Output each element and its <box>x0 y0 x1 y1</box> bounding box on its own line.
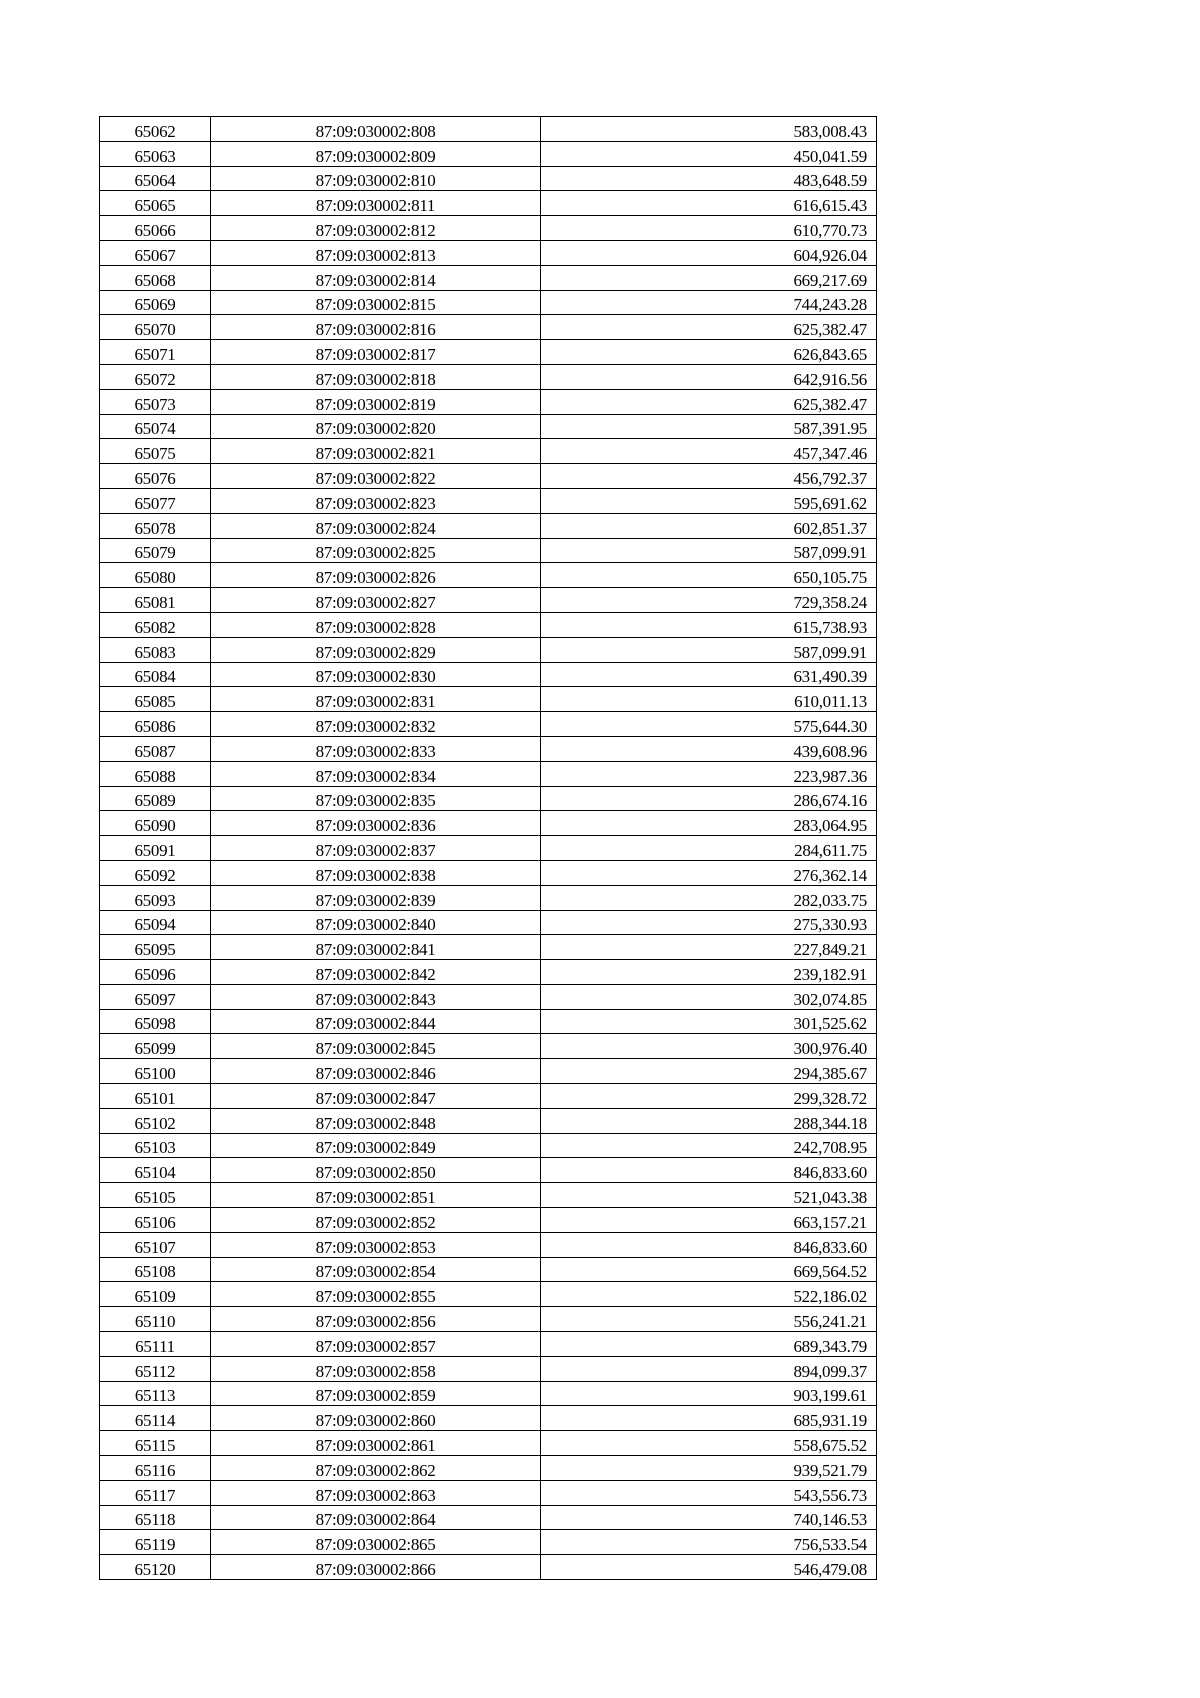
row-number-cell: 65116 <box>100 1456 211 1481</box>
value-cell: 939,521.79 <box>541 1456 877 1481</box>
value-cell: 223,987.36 <box>541 761 877 786</box>
row-number-cell: 65108 <box>100 1257 211 1282</box>
table-row <box>100 662 877 687</box>
table-row <box>100 1084 877 1109</box>
cadastral-code-cell: 87:09:030002:820 <box>211 414 541 439</box>
row-number-cell: 65110 <box>100 1307 211 1332</box>
table-row <box>100 1332 877 1357</box>
row-number-cell: 65064 <box>100 166 211 191</box>
table-row <box>100 464 877 489</box>
table-row <box>100 612 877 637</box>
table-row <box>100 414 877 439</box>
table-row <box>100 736 877 761</box>
row-number-cell: 65072 <box>100 364 211 389</box>
value-cell: 685,931.19 <box>541 1406 877 1431</box>
value-cell: 242,708.95 <box>541 1133 877 1158</box>
value-cell: 457,347.46 <box>541 439 877 464</box>
cadastral-code-cell: 87:09:030002:866 <box>211 1555 541 1580</box>
row-number-cell: 65069 <box>100 290 211 315</box>
value-cell: 587,099.91 <box>541 637 877 662</box>
row-number-cell: 65115 <box>100 1431 211 1456</box>
value-cell: 275,330.93 <box>541 910 877 935</box>
value-cell: 595,691.62 <box>541 488 877 513</box>
row-number-cell: 65081 <box>100 588 211 613</box>
row-number-cell: 65078 <box>100 513 211 538</box>
row-number-cell: 65080 <box>100 563 211 588</box>
cadastral-code-cell: 87:09:030002:863 <box>211 1480 541 1505</box>
row-number-cell: 65118 <box>100 1505 211 1530</box>
value-cell: 227,849.21 <box>541 935 877 960</box>
row-number-cell: 65067 <box>100 240 211 265</box>
table-row <box>100 1183 877 1208</box>
value-cell: 846,833.60 <box>541 1232 877 1257</box>
value-cell: 756,533.54 <box>541 1530 877 1555</box>
row-number-cell: 65090 <box>100 811 211 836</box>
value-cell: 846,833.60 <box>541 1158 877 1183</box>
table-row <box>100 1456 877 1481</box>
value-cell: 903,199.61 <box>541 1381 877 1406</box>
table-row <box>100 910 877 935</box>
cadastral-code-cell: 87:09:030002:831 <box>211 687 541 712</box>
value-cell: 587,099.91 <box>541 538 877 563</box>
row-number-cell: 65103 <box>100 1133 211 1158</box>
table-row <box>100 389 877 414</box>
table-row <box>100 166 877 191</box>
value-cell: 450,041.59 <box>541 141 877 166</box>
cadastral-code-cell: 87:09:030002:849 <box>211 1133 541 1158</box>
value-cell: 483,648.59 <box>541 166 877 191</box>
row-number-cell: 65077 <box>100 488 211 513</box>
table-row <box>100 712 877 737</box>
table-row <box>100 935 877 960</box>
table-row <box>100 117 877 142</box>
cadastral-code-cell: 87:09:030002:836 <box>211 811 541 836</box>
table-row <box>100 1282 877 1307</box>
value-cell: 669,564.52 <box>541 1257 877 1282</box>
table-row <box>100 687 877 712</box>
value-cell: 583,008.43 <box>541 117 877 142</box>
value-cell: 625,382.47 <box>541 315 877 340</box>
table-row <box>100 761 877 786</box>
table-row <box>100 1158 877 1183</box>
row-number-cell: 65085 <box>100 687 211 712</box>
row-number-cell: 65063 <box>100 141 211 166</box>
row-number-cell: 65066 <box>100 216 211 241</box>
table-row <box>100 1257 877 1282</box>
cadastral-code-cell: 87:09:030002:809 <box>211 141 541 166</box>
row-number-cell: 65113 <box>100 1381 211 1406</box>
row-number-cell: 65095 <box>100 935 211 960</box>
table-row <box>100 1480 877 1505</box>
cadastral-code-cell: 87:09:030002:862 <box>211 1456 541 1481</box>
cadastral-code-cell: 87:09:030002:841 <box>211 935 541 960</box>
cadastral-code-cell: 87:09:030002:813 <box>211 240 541 265</box>
table-row <box>100 1381 877 1406</box>
value-cell: 894,099.37 <box>541 1356 877 1381</box>
value-cell: 439,608.96 <box>541 736 877 761</box>
cadastral-code-cell: 87:09:030002:832 <box>211 712 541 737</box>
value-cell: 663,157.21 <box>541 1208 877 1233</box>
row-number-cell: 65119 <box>100 1530 211 1555</box>
row-number-cell: 65074 <box>100 414 211 439</box>
cadastral-code-cell: 87:09:030002:819 <box>211 389 541 414</box>
cadastral-code-cell: 87:09:030002:848 <box>211 1108 541 1133</box>
cadastral-code-cell: 87:09:030002:847 <box>211 1084 541 1109</box>
table-row <box>100 836 877 861</box>
value-cell: 286,674.16 <box>541 786 877 811</box>
data-table <box>99 116 877 1580</box>
cadastral-code-cell: 87:09:030002:826 <box>211 563 541 588</box>
cadastral-code-cell: 87:09:030002:839 <box>211 885 541 910</box>
value-cell: 602,851.37 <box>541 513 877 538</box>
table-row <box>100 364 877 389</box>
value-cell: 604,926.04 <box>541 240 877 265</box>
table-row <box>100 538 877 563</box>
cadastral-code-cell: 87:09:030002:864 <box>211 1505 541 1530</box>
cadastral-code-cell: 87:09:030002:823 <box>211 488 541 513</box>
cadastral-code-cell: 87:09:030002:838 <box>211 860 541 885</box>
row-number-cell: 65104 <box>100 1158 211 1183</box>
value-cell: 456,792.37 <box>541 464 877 489</box>
cadastral-code-cell: 87:09:030002:853 <box>211 1232 541 1257</box>
row-number-cell: 65094 <box>100 910 211 935</box>
table-row <box>100 1108 877 1133</box>
cadastral-code-cell: 87:09:030002:827 <box>211 588 541 613</box>
row-number-cell: 65099 <box>100 1034 211 1059</box>
row-number-cell: 65070 <box>100 315 211 340</box>
row-number-cell: 65086 <box>100 712 211 737</box>
value-cell: 642,916.56 <box>541 364 877 389</box>
table-row <box>100 1431 877 1456</box>
cadastral-code-cell: 87:09:030002:810 <box>211 166 541 191</box>
cadastral-code-cell: 87:09:030002:856 <box>211 1307 541 1332</box>
table-row <box>100 811 877 836</box>
table-row <box>100 513 877 538</box>
value-cell: 546,479.08 <box>541 1555 877 1580</box>
cadastral-code-cell: 87:09:030002:843 <box>211 984 541 1009</box>
row-number-cell: 65091 <box>100 836 211 861</box>
cadastral-code-cell: 87:09:030002:857 <box>211 1332 541 1357</box>
cadastral-code-cell: 87:09:030002:852 <box>211 1208 541 1233</box>
row-number-cell: 65093 <box>100 885 211 910</box>
row-number-cell: 65101 <box>100 1084 211 1109</box>
table-row <box>100 1059 877 1084</box>
value-cell: 282,033.75 <box>541 885 877 910</box>
row-number-cell: 65098 <box>100 1009 211 1034</box>
table-row <box>100 1555 877 1580</box>
row-number-cell: 65097 <box>100 984 211 1009</box>
cadastral-code-cell: 87:09:030002:811 <box>211 191 541 216</box>
value-cell: 283,064.95 <box>541 811 877 836</box>
table-row <box>100 1133 877 1158</box>
table-row <box>100 1307 877 1332</box>
value-cell: 610,770.73 <box>541 216 877 241</box>
row-number-cell: 65073 <box>100 389 211 414</box>
table-row <box>100 439 877 464</box>
value-cell: 558,675.52 <box>541 1431 877 1456</box>
value-cell: 669,217.69 <box>541 265 877 290</box>
table-row <box>100 1505 877 1530</box>
table-row <box>100 960 877 985</box>
value-cell: 740,146.53 <box>541 1505 877 1530</box>
cadastral-code-cell: 87:09:030002:845 <box>211 1034 541 1059</box>
cadastral-code-cell: 87:09:030002:854 <box>211 1257 541 1282</box>
table-row <box>100 1034 877 1059</box>
table-row <box>100 216 877 241</box>
cadastral-code-cell: 87:09:030002:835 <box>211 786 541 811</box>
cadastral-code-cell: 87:09:030002:865 <box>211 1530 541 1555</box>
table-body <box>100 117 877 1580</box>
cadastral-code-cell: 87:09:030002:844 <box>211 1009 541 1034</box>
table-row <box>100 1009 877 1034</box>
cadastral-code-cell: 87:09:030002:825 <box>211 538 541 563</box>
value-cell: 689,343.79 <box>541 1332 877 1357</box>
row-number-cell: 65062 <box>100 117 211 142</box>
value-cell: 616,615.43 <box>541 191 877 216</box>
table-row <box>100 1530 877 1555</box>
table-row <box>100 1232 877 1257</box>
row-number-cell: 65107 <box>100 1232 211 1257</box>
value-cell: 615,738.93 <box>541 612 877 637</box>
value-cell: 301,525.62 <box>541 1009 877 1034</box>
row-number-cell: 65076 <box>100 464 211 489</box>
cadastral-code-cell: 87:09:030002:861 <box>211 1431 541 1456</box>
table-row <box>100 191 877 216</box>
table-row <box>100 1356 877 1381</box>
value-cell: 300,976.40 <box>541 1034 877 1059</box>
row-number-cell: 65106 <box>100 1208 211 1233</box>
value-cell: 284,611.75 <box>541 836 877 861</box>
row-number-cell: 65111 <box>100 1332 211 1357</box>
table-row <box>100 1208 877 1233</box>
row-number-cell: 65114 <box>100 1406 211 1431</box>
row-number-cell: 65105 <box>100 1183 211 1208</box>
value-cell: 521,043.38 <box>541 1183 877 1208</box>
cadastral-code-cell: 87:09:030002:808 <box>211 117 541 142</box>
table-row <box>100 885 877 910</box>
cadastral-code-cell: 87:09:030002:821 <box>211 439 541 464</box>
table-row <box>100 290 877 315</box>
value-cell: 522,186.02 <box>541 1282 877 1307</box>
table-row <box>100 141 877 166</box>
cadastral-code-cell: 87:09:030002:842 <box>211 960 541 985</box>
cadastral-code-cell: 87:09:030002:834 <box>211 761 541 786</box>
value-cell: 543,556.73 <box>541 1480 877 1505</box>
cadastral-code-cell: 87:09:030002:817 <box>211 340 541 365</box>
value-cell: 299,328.72 <box>541 1084 877 1109</box>
value-cell: 729,358.24 <box>541 588 877 613</box>
value-cell: 744,243.28 <box>541 290 877 315</box>
table-row <box>100 563 877 588</box>
cadastral-code-cell: 87:09:030002:855 <box>211 1282 541 1307</box>
row-number-cell: 65112 <box>100 1356 211 1381</box>
value-cell: 276,362.14 <box>541 860 877 885</box>
value-cell: 587,391.95 <box>541 414 877 439</box>
cadastral-code-cell: 87:09:030002:828 <box>211 612 541 637</box>
row-number-cell: 65088 <box>100 761 211 786</box>
value-cell: 288,344.18 <box>541 1108 877 1133</box>
value-cell: 575,644.30 <box>541 712 877 737</box>
row-number-cell: 65089 <box>100 786 211 811</box>
cadastral-code-cell: 87:09:030002:837 <box>211 836 541 861</box>
value-cell: 626,843.65 <box>541 340 877 365</box>
row-number-cell: 65075 <box>100 439 211 464</box>
cadastral-code-cell: 87:09:030002:860 <box>211 1406 541 1431</box>
table-row <box>100 786 877 811</box>
cadastral-code-cell: 87:09:030002:840 <box>211 910 541 935</box>
row-number-cell: 65083 <box>100 637 211 662</box>
row-number-cell: 65068 <box>100 265 211 290</box>
cadastral-code-cell: 87:09:030002:815 <box>211 290 541 315</box>
table-row <box>100 588 877 613</box>
value-cell: 625,382.47 <box>541 389 877 414</box>
value-cell: 302,074.85 <box>541 984 877 1009</box>
table-row <box>100 488 877 513</box>
row-number-cell: 65100 <box>100 1059 211 1084</box>
cadastral-code-cell: 87:09:030002:830 <box>211 662 541 687</box>
cadastral-code-cell: 87:09:030002:824 <box>211 513 541 538</box>
value-cell: 294,385.67 <box>541 1059 877 1084</box>
row-number-cell: 65084 <box>100 662 211 687</box>
row-number-cell: 65109 <box>100 1282 211 1307</box>
cadastral-code-cell: 87:09:030002:814 <box>211 265 541 290</box>
value-cell: 650,105.75 <box>541 563 877 588</box>
cadastral-code-cell: 87:09:030002:833 <box>211 736 541 761</box>
row-number-cell: 65082 <box>100 612 211 637</box>
row-number-cell: 65096 <box>100 960 211 985</box>
value-cell: 631,490.39 <box>541 662 877 687</box>
value-cell: 239,182.91 <box>541 960 877 985</box>
cadastral-code-cell: 87:09:030002:858 <box>211 1356 541 1381</box>
row-number-cell: 65087 <box>100 736 211 761</box>
row-number-cell: 65071 <box>100 340 211 365</box>
table-row <box>100 265 877 290</box>
table-row <box>100 340 877 365</box>
cadastral-code-cell: 87:09:030002:829 <box>211 637 541 662</box>
cadastral-code-cell: 87:09:030002:812 <box>211 216 541 241</box>
cadastral-code-cell: 87:09:030002:859 <box>211 1381 541 1406</box>
cadastral-code-cell: 87:09:030002:822 <box>211 464 541 489</box>
table-row <box>100 240 877 265</box>
cadastral-code-cell: 87:09:030002:851 <box>211 1183 541 1208</box>
row-number-cell: 65120 <box>100 1555 211 1580</box>
cadastral-code-cell: 87:09:030002:850 <box>211 1158 541 1183</box>
value-cell: 556,241.21 <box>541 1307 877 1332</box>
row-number-cell: 65102 <box>100 1108 211 1133</box>
row-number-cell: 65065 <box>100 191 211 216</box>
table-row <box>100 315 877 340</box>
table-row <box>100 860 877 885</box>
row-number-cell: 65117 <box>100 1480 211 1505</box>
cadastral-code-cell: 87:09:030002:846 <box>211 1059 541 1084</box>
cadastral-code-cell: 87:09:030002:816 <box>211 315 541 340</box>
row-number-cell: 65079 <box>100 538 211 563</box>
cadastral-code-cell: 87:09:030002:818 <box>211 364 541 389</box>
table-row <box>100 1406 877 1431</box>
table-row <box>100 984 877 1009</box>
value-cell: 610,011.13 <box>541 687 877 712</box>
table-row <box>100 637 877 662</box>
row-number-cell: 65092 <box>100 860 211 885</box>
